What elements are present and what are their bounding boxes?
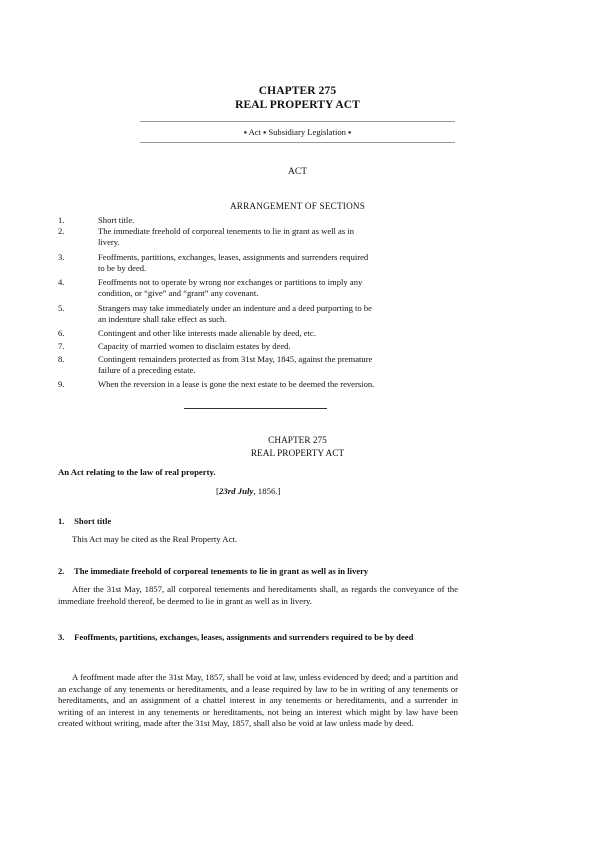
- section-title: The immediate freehold of corporeal tenements to lie in grant as well as in livery: [74, 566, 369, 576]
- item-number: 4.: [58, 277, 65, 287]
- nav-act-link[interactable]: Act: [248, 127, 261, 137]
- section-number: 1.: [58, 516, 65, 526]
- item-number: 1.: [58, 215, 65, 225]
- nav-divider: [140, 142, 455, 143]
- nav-subsidiary-legislation-link[interactable]: Subsidiary Legislation: [268, 127, 346, 137]
- item-text-cont: condition, or “give” and “grant” any covenant.: [98, 288, 259, 298]
- item-text: Capacity of married women to disclaim estates by deed.: [98, 341, 291, 351]
- assent-date: [216, 486, 281, 496]
- item-text: Feoffments, partitions, exchanges, leases, assignments and surrenders required: [98, 252, 369, 262]
- section-text: After the 31st May, 1857, all corporeal tenements and hereditaments shall, as regards the conveyance of the immediate freehold thereof, be deemed to lie in grant as well as in livery.: [58, 584, 458, 606]
- item-text: Feoffments not to operate by wrong nor exchanges or partitions to imply any: [98, 277, 363, 287]
- arrangement-title: ARRANGEMENT OF SECTIONS: [229, 201, 366, 211]
- item-number: 9.: [58, 379, 65, 389]
- act-label: ACT: [288, 167, 307, 177]
- section-number: 3.: [58, 632, 65, 642]
- item-number: 7.: [58, 341, 65, 351]
- body-act-title: REAL PROPERTY ACT: [250, 449, 345, 459]
- item-text-cont: to be by deed.: [98, 263, 147, 273]
- long-title: An Act relating to the law of real property.: [58, 467, 216, 477]
- item-text: Short title.: [98, 215, 135, 225]
- section-nav: [0, 127, 595, 137]
- item-number: 3.: [58, 252, 65, 262]
- item-number: 8.: [58, 354, 65, 364]
- date-day-month: 23rd July: [218, 486, 254, 496]
- section-heading: [58, 516, 458, 527]
- item-text: When the reversion in a lease is gone the next estate to be deemed the reversion.: [98, 379, 375, 389]
- item-number: 2.: [58, 226, 65, 236]
- act-title-heading: REAL PROPERTY ACT: [235, 99, 360, 111]
- section-text: A feoffment made after the 31st May, 1857, shall be void at law, unless evidenced by deed; and a partition and an exchange of any tenements or hereditaments, and a lease required by law to be in writing of any tenements or hereditaments, and an assignment of a chattel interest in any tenements or hereditaments, and a surrender in writing of an interest in any tenements or hereditaments, not being an interest which might by law have been created without writing, made after the 31st May, 1857, shall also be void at law unless made by deed.: [58, 672, 458, 729]
- chapter-heading: CHAPTER 275: [258, 85, 337, 97]
- date-year: , 1856.]: [253, 486, 281, 496]
- section-number: 2.: [58, 566, 65, 576]
- item-text: Contingent remainders protected as from 31st May, 1845, against the premature: [98, 354, 373, 364]
- nav-bullet: ▪: [263, 127, 267, 137]
- item-text: Contingent and other like interests made alienable by deed, etc.: [98, 328, 316, 338]
- item-text-cont: failure of a preceding estate.: [98, 365, 196, 375]
- section-title: Short title: [74, 516, 112, 526]
- nav-bullet: ▪: [348, 127, 352, 137]
- item-number: 5.: [58, 303, 65, 313]
- top-divider: [140, 121, 455, 122]
- section-separator: [184, 408, 327, 409]
- body-chapter-heading: CHAPTER 275: [268, 436, 327, 446]
- date-bracket: [: [216, 486, 219, 496]
- section-title: Feoffments, partitions, exchanges, leases, assignments and surrenders required to be by deed: [74, 632, 414, 642]
- item-text: Strangers may take immediately under an indenture and a deed purporting to be: [98, 303, 372, 313]
- item-number: 6.: [58, 328, 65, 338]
- item-text-cont: livery.: [98, 237, 120, 247]
- section-heading: [58, 632, 458, 643]
- section-heading: [58, 566, 458, 577]
- item-text-cont: an indenture shall take effect as such.: [98, 314, 227, 324]
- nav-bullet: ▪: [243, 127, 247, 137]
- item-text: The immediate freehold of corporeal tenements to lie in grant as well as in: [98, 226, 355, 236]
- section-text: This Act may be cited as the Real Property Act.: [72, 534, 238, 544]
